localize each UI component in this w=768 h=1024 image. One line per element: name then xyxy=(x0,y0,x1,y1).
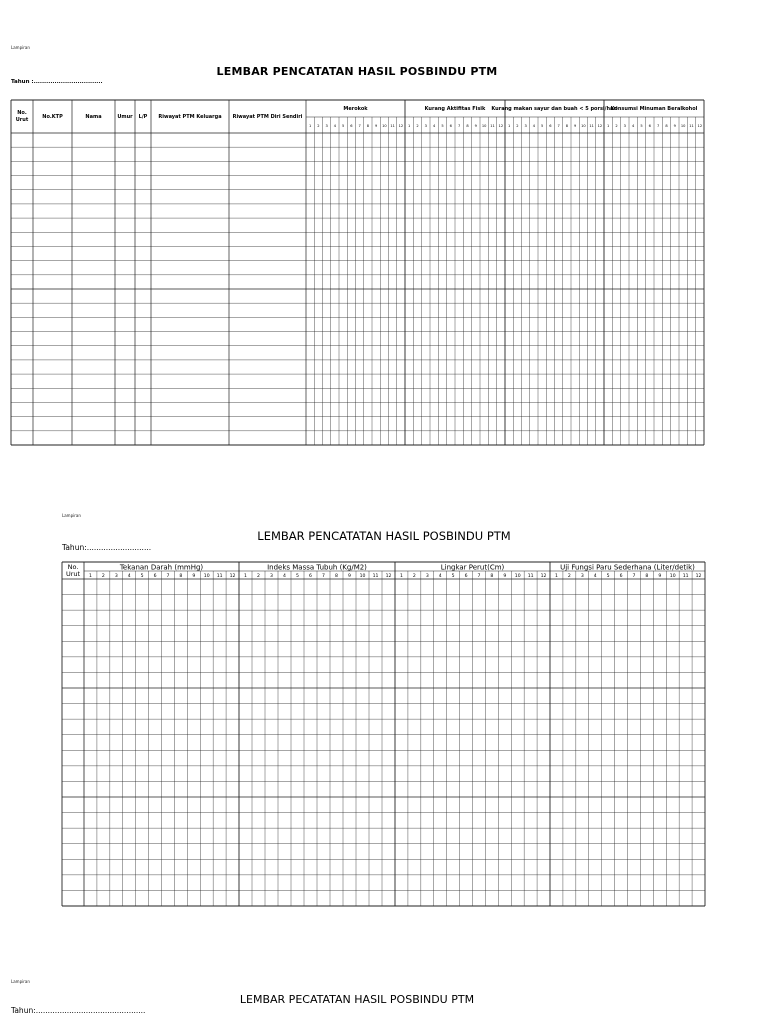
month-number: 2 xyxy=(317,124,320,128)
column-header-3: Umur xyxy=(117,114,133,120)
month-number: 9 xyxy=(503,574,507,579)
month-number: 7 xyxy=(557,124,560,128)
month-number: 6 xyxy=(309,574,312,579)
group-header-4: Konsumsi Minuman Beralkohol xyxy=(610,106,698,112)
month-number: 12 xyxy=(229,574,236,579)
month-number: 4 xyxy=(283,574,286,579)
month-number: 4 xyxy=(433,124,436,128)
month-number: 6 xyxy=(648,124,651,128)
month-number: 7 xyxy=(477,574,481,579)
month-number: 7 xyxy=(166,574,170,579)
month-number: 2 xyxy=(412,574,416,579)
month-number: 7 xyxy=(657,124,660,128)
month-number: 8 xyxy=(335,574,338,579)
month-number: 8 xyxy=(490,574,494,579)
month-number: 9 xyxy=(673,124,676,128)
month-number: 1 xyxy=(507,124,511,128)
month-number: 5 xyxy=(606,574,610,579)
group-header-3: Kurang makan sayur dan buah < 5 porsi/hari xyxy=(491,106,618,112)
month-number: 11 xyxy=(589,124,594,128)
tahun-field-2: Tahun:........................... xyxy=(62,543,152,552)
lampiran-label-2: Lampiran xyxy=(62,513,81,518)
month-number: 9 xyxy=(374,124,378,128)
month-number: 12 xyxy=(540,574,547,579)
month-number: 2 xyxy=(101,574,105,579)
month-number: 1 xyxy=(408,124,411,128)
lampiran-label-3: Lampiran xyxy=(11,979,30,984)
month-number: 3 xyxy=(524,124,527,128)
group-header-2: Indeks Massa Tubuh (Kg/M2) xyxy=(267,563,367,572)
group-header-1: Merokok xyxy=(343,106,368,112)
month-number: 6 xyxy=(449,124,452,128)
group-header-2: Kurang Aktifitas Fisik xyxy=(424,106,486,112)
month-number: 2 xyxy=(567,574,571,579)
month-number: 9 xyxy=(192,574,196,579)
month-number: 1 xyxy=(244,574,247,579)
month-number: 11 xyxy=(372,574,379,579)
month-number: 8 xyxy=(179,574,183,579)
month-number: 11 xyxy=(216,574,223,579)
month-number: 3 xyxy=(580,574,584,579)
month-number: 3 xyxy=(114,574,118,579)
month-number: 4 xyxy=(632,124,635,128)
month-number: 9 xyxy=(474,124,477,128)
month-number: 1 xyxy=(308,124,312,128)
month-number: 5 xyxy=(441,124,444,128)
tahun-field-1: Tahun :................................. xyxy=(11,79,103,85)
month-number: 10 xyxy=(669,574,676,579)
month-number: 2 xyxy=(615,124,618,128)
record-table-1 xyxy=(0,0,768,460)
month-number: 6 xyxy=(153,574,157,579)
group-header-4: Uji Fungsi Paru Sederhana (Liter/detik) xyxy=(560,563,695,572)
month-number: 10 xyxy=(581,124,586,128)
month-number: 11 xyxy=(527,574,534,579)
month-number: 7 xyxy=(322,574,325,579)
column-header-6: Riwayat PTM Diri Sendiri xyxy=(232,114,303,120)
column-header-1: No.KTP xyxy=(42,114,63,120)
month-number: 1 xyxy=(88,574,92,579)
group-header-3: Lingkar Perut(Cm) xyxy=(440,563,505,572)
month-number: 12 xyxy=(385,574,392,579)
month-number: 3 xyxy=(623,124,626,128)
month-number: 2 xyxy=(257,574,260,579)
month-number: 3 xyxy=(270,574,273,579)
page-title-3: LEMBAR PECATATAN HASIL POSBINDU PTM xyxy=(239,993,475,1006)
month-number: 10 xyxy=(382,124,387,128)
month-number: 10 xyxy=(514,574,521,579)
month-number: 10 xyxy=(680,124,686,128)
month-number: 3 xyxy=(424,124,427,128)
month-number: 12 xyxy=(697,124,703,128)
month-number: 4 xyxy=(532,124,536,128)
group-header-1: Tekanan Darah (mmHg) xyxy=(119,563,204,572)
month-number: 4 xyxy=(333,124,337,128)
month-number: 6 xyxy=(464,574,468,579)
month-number: 3 xyxy=(425,574,429,579)
month-number: 4 xyxy=(127,574,131,579)
month-number: 2 xyxy=(516,124,519,128)
column-header-no: No. xyxy=(67,563,79,571)
month-number: 6 xyxy=(619,574,623,579)
month-number: 12 xyxy=(695,574,702,579)
month-number: 10 xyxy=(203,574,210,579)
month-number: 8 xyxy=(665,124,668,128)
lampiran-label-1: Lampiran xyxy=(11,45,30,50)
month-number: 4 xyxy=(438,574,442,579)
month-number: 5 xyxy=(296,574,299,579)
month-number: 8 xyxy=(366,124,370,128)
month-number: 12 xyxy=(398,124,404,128)
month-number: 1 xyxy=(554,574,558,579)
record-table-2 xyxy=(0,555,768,915)
page-title-2: LEMBAR PENCATATAN HASIL POSBINDU PTM xyxy=(257,529,511,543)
month-number: 2 xyxy=(416,124,419,128)
month-number: 7 xyxy=(632,574,636,579)
month-number: 4 xyxy=(593,574,597,579)
month-number: 8 xyxy=(466,124,469,128)
month-number: 10 xyxy=(359,574,366,579)
column-header-urut: Urut xyxy=(15,117,29,123)
tahun-field-3: Tahun:.............................................. xyxy=(11,1006,146,1015)
month-number: 7 xyxy=(358,124,361,128)
column-header-no: No. xyxy=(17,110,27,116)
month-number: 9 xyxy=(573,124,577,128)
month-number: 11 xyxy=(490,124,495,128)
month-number: 1 xyxy=(399,574,403,579)
month-number: 8 xyxy=(565,124,569,128)
month-number: 8 xyxy=(645,574,649,579)
month-number: 3 xyxy=(325,124,328,128)
month-number: 11 xyxy=(390,124,395,128)
month-number: 5 xyxy=(451,574,455,579)
month-number: 10 xyxy=(481,124,487,128)
month-number: 11 xyxy=(689,124,694,128)
month-number: 7 xyxy=(458,124,461,128)
month-number: 5 xyxy=(640,124,643,128)
month-number: 9 xyxy=(348,574,351,579)
month-number: 6 xyxy=(549,124,552,128)
column-header-urut: Urut xyxy=(65,570,81,578)
month-number: 5 xyxy=(540,124,544,128)
month-number: 9 xyxy=(658,574,662,579)
month-number: 12 xyxy=(597,124,603,128)
month-number: 6 xyxy=(350,124,353,128)
column-header-5: Riwayat PTM Keluarga xyxy=(158,114,222,120)
month-number: 11 xyxy=(682,574,689,579)
column-header-2: Nama xyxy=(85,114,102,120)
month-number: 5 xyxy=(341,124,345,128)
column-header-4: L/P xyxy=(138,114,148,120)
page-title-1: LEMBAR PENCATATAN HASIL POSBINDU PTM xyxy=(216,65,498,78)
month-number: 12 xyxy=(498,124,504,128)
month-number: 1 xyxy=(607,124,610,128)
month-number: 5 xyxy=(140,574,144,579)
